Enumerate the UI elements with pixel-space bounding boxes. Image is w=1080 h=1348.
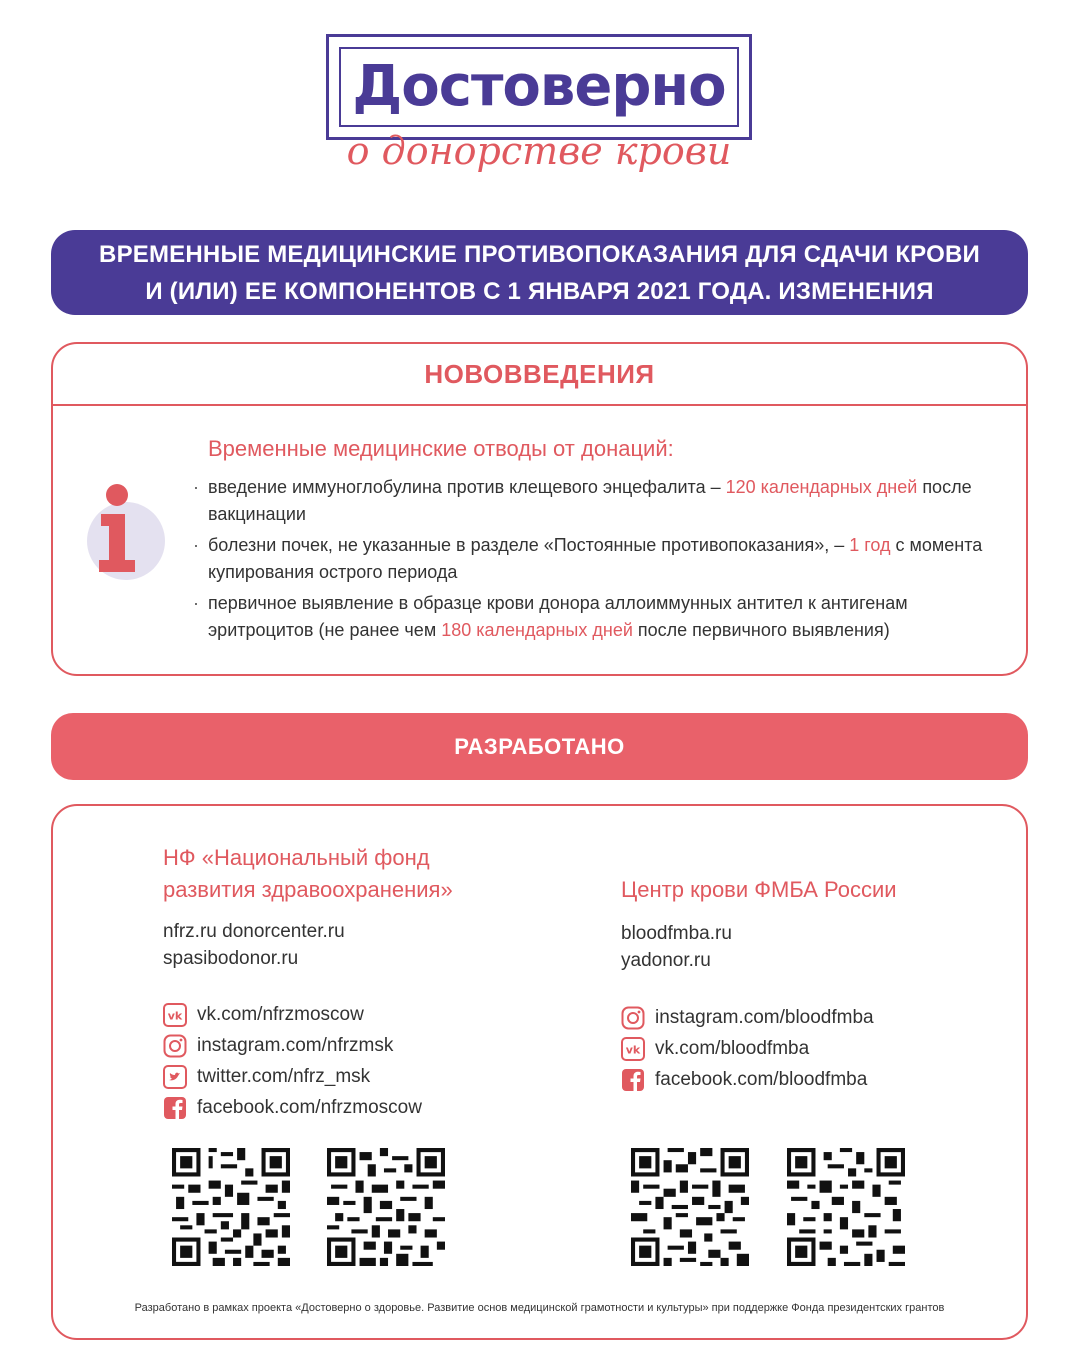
org-right-name: Центр крови ФМБА России (621, 877, 897, 902)
social-link-vk[interactable]: vk vk.com/bloodfmba (621, 1033, 874, 1064)
social-link-facebook[interactable]: facebook.com/bloodfmba (621, 1064, 874, 1095)
logo-subtitle: о донорстве крови (346, 129, 732, 173)
qr-code (172, 1148, 290, 1266)
organizations-card (51, 804, 1028, 1340)
social-link-vk[interactable]: vk vk.com/nfrzmoscow (163, 999, 422, 1030)
qr-code (631, 1148, 749, 1266)
website-link[interactable]: yadonor.ru (621, 950, 711, 971)
header-title (99, 236, 980, 310)
developed-banner (51, 713, 1028, 780)
vk-icon (163, 1003, 187, 1027)
logo-title: Достоверно (352, 54, 726, 119)
footer-note: Разработано в рамках проекта «Достоверно о здоровье. Развитие основ медицинской грамотности и культуры» при поддержке Фонда президентских грантов (134, 1302, 945, 1314)
highlight-text: 180 календарных дней (441, 620, 633, 640)
innovations-subtitle: Временные медицинские отводы от донаций: (208, 436, 674, 461)
developed-title: РАЗРАБОТАНО (454, 733, 625, 759)
innovations-card-header (53, 344, 1026, 406)
org-left-websites (163, 918, 345, 972)
header-title-line2: И (ИЛИ) ЕЕ КОМПОНЕНТОВ С 1 ЯНВАРЯ 2021 ГОДА. ИЗМЕНЕНИЯ (145, 277, 934, 305)
innovations-card (51, 342, 1028, 676)
svg-text:vk: vk (167, 1009, 183, 1022)
header-banner (51, 230, 1028, 315)
social-link-instagram[interactable]: instagram.com/nfrzmsk (163, 1030, 422, 1061)
list-item: · первичное выявление в образце крови донора аллоиммунных антител к антигенам эритроцитов (не ранее чем 180 календарных дней после первичного выявления) (193, 590, 1003, 644)
social-link-facebook[interactable]: facebook.com/nfrzmoscow (163, 1092, 422, 1123)
facebook-icon (163, 1096, 187, 1120)
org-left-name: НФ «Национальный фонд развития здравоохранения» (163, 845, 453, 902)
org-right-websites (621, 920, 732, 974)
innovations-title: НОВОВВЕДЕНИЯ (424, 358, 655, 389)
logo-frame (326, 34, 752, 140)
svg-text:vk: vk (625, 1043, 641, 1056)
qr-code (787, 1148, 905, 1266)
org-right-social-list (621, 1002, 874, 1095)
website-link[interactable]: spasibodonor.ru (163, 948, 299, 969)
header-title-line1: ВРЕМЕННЫЕ МЕДИЦИНСКИЕ ПРОТИВОПОКАЗАНИЯ ДЛЯ СДАЧИ КРОВИ (99, 240, 980, 268)
social-link-twitter[interactable]: twitter.com/nfrz_msk (163, 1061, 422, 1092)
innovations-list (193, 474, 1003, 648)
facebook-icon (621, 1068, 645, 1092)
instagram-icon (163, 1034, 187, 1058)
website-link[interactable]: nfrz.ru donorcenter.ru (163, 921, 345, 942)
website-link[interactable]: bloodfmba.ru (621, 923, 732, 944)
qr-code (327, 1148, 445, 1266)
list-item: · болезни почек, не указанные в разделе «Постоянные противопоказания», – 1 год с момента купирования острого периода (193, 532, 1003, 586)
org-left-social-list (163, 999, 422, 1123)
info-icon (87, 502, 165, 580)
twitter-icon (163, 1065, 187, 1089)
instagram-icon (621, 1006, 645, 1030)
logo-inner-frame (339, 47, 739, 127)
vk-icon (621, 1037, 645, 1061)
highlight-text: 120 календарных дней (725, 477, 918, 497)
list-item: · введение иммуноглобулина против клещевого энцефалита – 120 календарных дней после вакцинации (193, 474, 1003, 528)
social-link-instagram[interactable]: instagram.com/bloodfmba (621, 1002, 874, 1033)
highlight-text: 1 год (849, 535, 891, 555)
